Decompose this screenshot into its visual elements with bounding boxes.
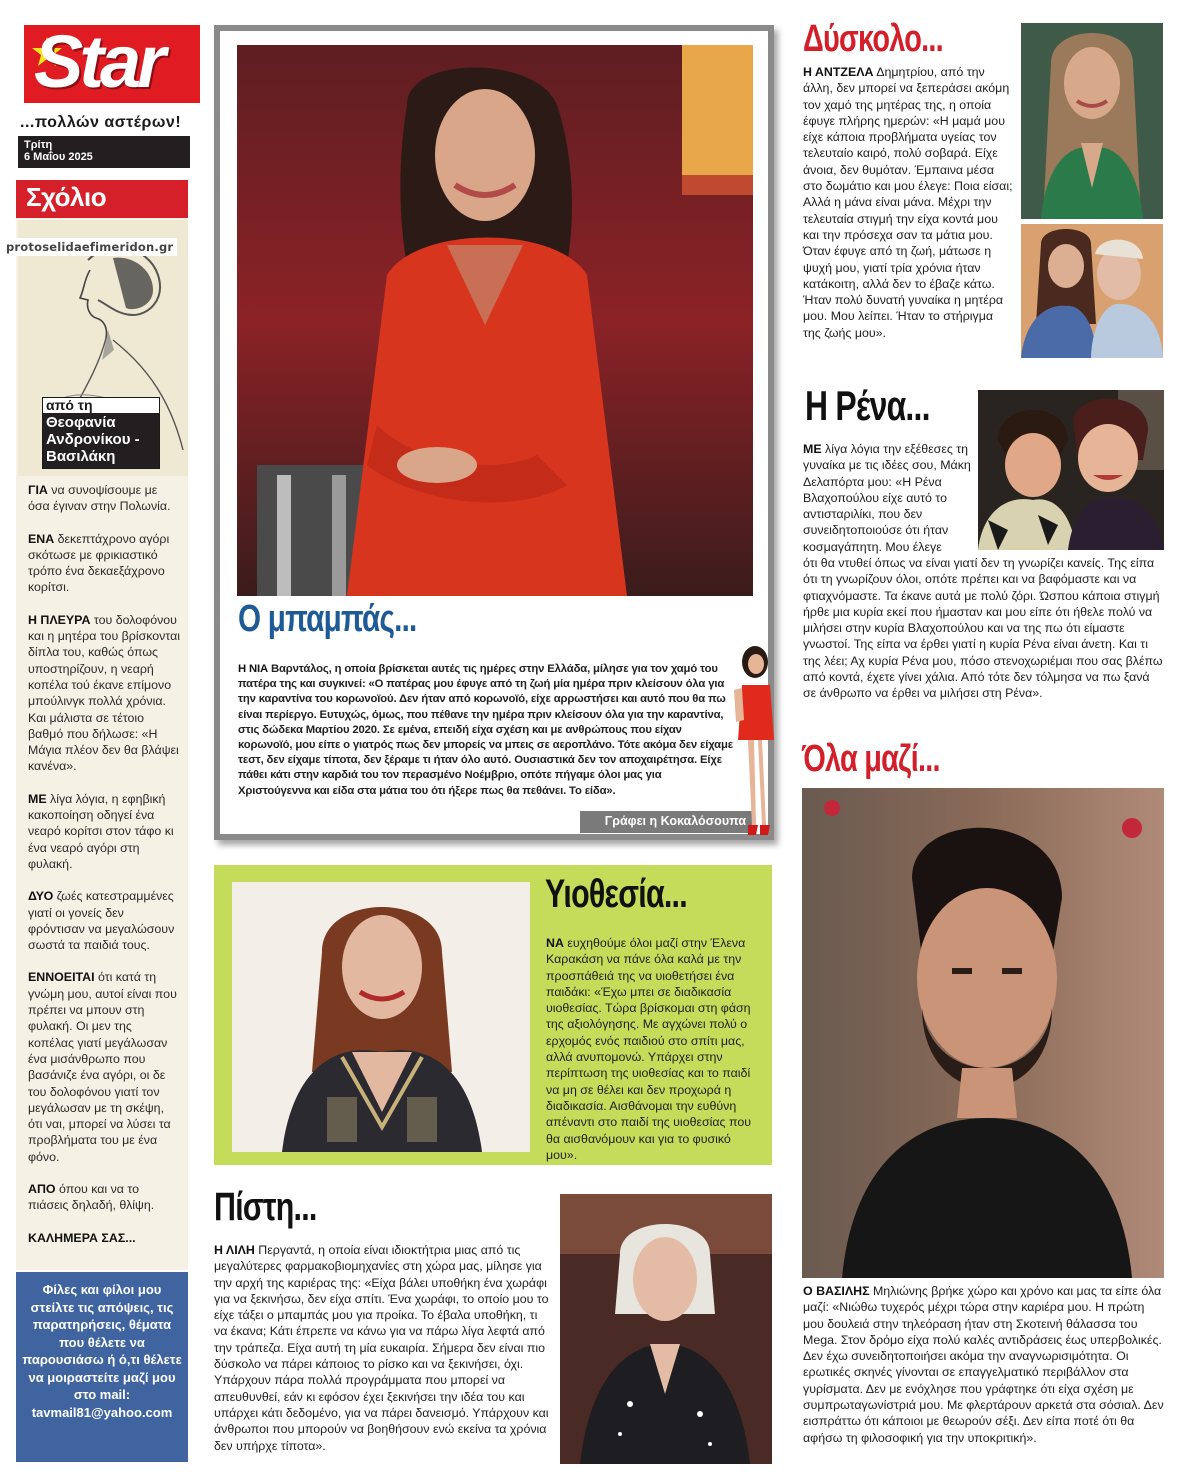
difficult-body	[803, 64, 1013, 341]
rena-body-intro	[803, 441, 973, 555]
issue-date-value: 6 Μαΐου 2025	[24, 151, 93, 163]
mailbox-email-link[interactable]: tavmail81@yahoo.com	[31, 1404, 173, 1420]
comment-paragraph	[28, 531, 180, 596]
together-lead: Ο ΒΑΣΙΛΗΣ	[803, 1284, 870, 1298]
watermark: protoselidaefimeridon.gr	[2, 238, 177, 256]
paragraph-lead: ΕΝΑ	[28, 531, 55, 546]
paragraph-text: όπου και να το πιάσεις δηλαδή, θλίψη.	[28, 1181, 155, 1213]
logo-text: Star	[34, 25, 162, 103]
rena-body-continued: ότι θα ντυθεί όπως να είναι γιατί δεν τη γνωρίζει κανείς. Της είπα ότι τη γνωρίζουν όλοι, οπότε πρέπει και να βαφόμαστε και να φτιαχνόμαστε. Τα έκανε αυτά με πολύ ζόρι. Ώσπου κάποια στιγμή ήρθε μια κυρία εκεί που ήμασταν και μου είπε ότι ήθελε πολύ να μιλήσει στην κυρία Βλαχοπούλου και να της πω ότι είμαστε γνωστοί. Της είπα να έρθει γιατί η κυρία Ρένα είναι άνετη. Και τι της λέει; Αχ κυρία Ρένα μου, πόσο στενοχωριέμαι που σας βλέπω από κοντά, έχετε γίνει χάλια. Από τότε δεν τόλμησα να πω ξανά σε άνθρωπο να έρθει να μιλήσει στη Ρένα».	[803, 556, 1163, 701]
feature-body	[238, 662, 734, 799]
difficult-text: Δημητρίου, από την άλλη, δεν μπορεί να ξεπεράσει ακόμη τον χαμό της μητέρας της, η οποία έφυγε πλήρης ημερών: «Η μαμά μου είχε κάποια προβλήματα υγείας τον τελευταίο καιρό, πολύ σοβαρά. Είχε άνοια, δεν θυμόταν. Έμπαινα μέσα στο δωμάτιο και μου έλεγε: Ποια είσαι; Αλλά η μάνα είναι μάνα. Μέχρι την τελευταία στιγμή την είχα κοντά μου και την πρόσεχα σαν τα μάτια μου. Όταν έφυγε από τη ζωή, μάτωσε η ψυχή μου, γιατί τρία χρόνια ήταν κατάκοιτη, αλλά δεν το έβαζε κάτω. Ήταν πολύ δυνατή γυναίκα η μητέρα μου. Μου λείπει. Ήταν το στήριγμα της ζωής μου».	[803, 65, 1013, 340]
faith-headline: Πίστη...	[214, 1185, 317, 1229]
angela-with-mother-photo	[1021, 224, 1163, 358]
adoption-body	[546, 935, 764, 1163]
reader-mail-box	[16, 1272, 188, 1462]
faith-text: Περγαντά, η οποία είναι ιδιοκτήτρια μιας από τις μεγαλύτερες φαρμακοβιομηχανίες στη χώρα μας, μίλησε για την αρχή της καριέρας της: «Είχα βάλει υποθήκη ένα χωράφι για να ξεκινήσω, δεν είχα σπίτι. Ένα χωράφι, το οποίο μου το είχε τάξει ο μπαμπάς μου για προίκα. Το έβαλα υποθήκη, τι να έκανα; Κάτι έπρεπε να κάνω για να πάρω λίγα λεφτά από την τράπεζα. Είχα αυτή τη μία ευκαιρία. Σήμερα δεν είναι πιο δύσκολο να πάρει κάποιος το ρίσκο και να ξεκινήσει, όχι. Υπάρχουν πάρα πολλά προγράμματα που μπορεί να απευθυνθεί, εάν κι εφόσον έχει ξεκινήσει την ιδέα του και υπάρχει κάτι δεδομένο, για να πάρει δανεισμό. Υπάρχουν και άνθρωποι που μπορούν να βοηθήσουν ενώ εκείνα τα χρόνια δεν υπήρχε τίποτα».	[214, 1243, 549, 1453]
paragraph-lead: ΚΑΛΗΜΕΡΑ ΣΑΣ...	[28, 1230, 136, 1245]
comment-paragraph	[28, 482, 180, 515]
adoption-headline: Υιοθεσία...	[545, 872, 687, 916]
difficult-headline: Δύσκολο...	[803, 18, 943, 60]
paragraph-text: δεκεπτάχρονο αγόρι σκότωσε με φρικιαστικό τρόπο ένα δεκαεξάχρονο κορίτσι.	[28, 531, 170, 595]
faith-body	[214, 1242, 550, 1454]
issue-day: Τρίτη	[24, 139, 53, 151]
makis-delaportas-rena-photo	[978, 390, 1164, 550]
paragraph-lead: Η ΠΛΕΥΡΑ	[28, 612, 91, 627]
rena-headline: Η Ρένα...	[805, 382, 930, 429]
columnist-credit: Γράφει η Κοκαλόσουπα	[580, 811, 752, 833]
feature-text: Βαρντάλος, η οποία βρίσκεται αυτές τις ημέρες στην Ελλάδα, μίλησε για τον χαμό του πατέρα της και συγκινεί: «Ο πατέρας μου έφυγε από τη ζωή μία ημέρα πριν κλείσουν όλα για την καραντίνα του κορωνοϊού. Δεν ήταν από κορωνοϊό, είχε αρρωστήσει και αυτό που θα πω είναι περίεργο. Ευτυχώς, όμως, που πέθανε την ημέρα πριν κλείσουν όλα για την καραντίνα, στις δώδεκα Μαρτίου 2020. Σε εμένα, επειδή είχα σχέση και με ανθρώπους που είχαν κορωνοϊό, μου είπε ο γιατρός πως δεν μπορείς να μπεις σε αεροπλάνο. Τότε ακόμα δεν είχαμε τεστ, δεν είχαμε τίποτα, δεν ξέραμε τι ήταν όλο αυτό. Ουσιαστικά δεν τον αποχαιρέτησα. Είχε πάθει κάτι στην καρδιά του τον περασμένο Νοέμβριο, οπότε πήγαμε όλοι μας για Χριστούγεννα και είδα στα μάτια του ότι ήξερε πως θα πεθάνει. Το είδα».	[238, 663, 733, 797]
paragraph-text: ότι κατά τη γνώμη μου, αυτοί είναι που πρέπει να μπουν στη φυλακή. Οι μεν της κοπέλας γιατί μεγάλωσαν ένα μισάνθρωπο που βασάνιζε ένα αγόρι, οι δε του δολοφόνου γιατί τον μεγάλωσαν με τη σκέψη, ότι ναι, μπορεί να λύσει τα προβλήματα του με ένα φόνο.	[28, 970, 177, 1164]
star-logo	[24, 25, 200, 103]
paragraph-lead: ΜΕ	[28, 791, 47, 806]
comment-body	[28, 482, 180, 1262]
columnist-cartoon-icon	[730, 640, 780, 840]
paragraph-lead: ΔΥΟ	[28, 889, 54, 904]
comment-paragraph	[28, 888, 180, 953]
paragraph-lead: ΑΠΟ	[28, 1181, 56, 1196]
comment-signoff	[28, 1230, 180, 1246]
faith-lead: Η ΛΙΛΗ	[214, 1243, 255, 1257]
paragraph-lead: ΓΙΑ	[28, 483, 48, 497]
paragraph-text: ζωές κατεστραμμένες γιατί οι γονείς δεν φρόντισαν να μεγαλώσουν σωστά τα παιδιά τους.	[28, 889, 175, 953]
adoption-text: ευχηθούμε όλοι μαζί στην Έλενα Καρακάση να πάνε όλα καλά με την προσπάθειά της να υιοθετήσει ένα παιδάκι: «Έχω μπει σε διαδικασία υιοθεσίας. Τώρα βρίσκομαι στη φάση της αξιολόγησης. Με αγχώνει πολύ ο ερχομός ενός παιδιού στο σπίτι μας, αλλά ανυπομονώ. Υπάρχει στην περίπτωση της υιοθεσίας και το παιδί να μη σε θέλει και δεν προχωρά η διαδικασία. Αισθάνομαι την ευθύνη απέναντι στο παιδί της υιοθεσίας που θα αισθανόμουν και για το φυσικό μου».	[546, 936, 752, 1162]
feature-lead: Η ΝΙΑ	[238, 663, 269, 675]
paragraph-text: του δολοφόνου και η μητέρα του βρίσκονται δίπλα του, καθώς όπως υποστηρίζουν, η νεαρή κοπέλα τού έκανε επίμονο μπούλινγκ πολλά χρόνια. Και μάλιστα σε τέτοιο βαθμό που δήλωσε: «Η Μάγια πλέον δεν θα βλάψει κανένα».	[28, 612, 181, 774]
together-text: Μηλιώνης βρήκε χώρο και χρόνο και μας τα είπε όλα μαζί: «Νιώθω τυχερός μέχρι τώρα στην καριέρα μου. Η πρώτη μου δουλειά στην τηλεόραση ήταν στη Σκοτεινή θάλασσα του Mega. Στον δρόμο είχα πολύ καλές αντιδράσεις έως υπερβολικές. Δεν έχω συνειδητοποιήσει ακόμα την αναγνωρισιμότητα. Οι ερωτικές σκηνές γίνονται σε επαγγελματικό περιβάλλον στα γυρίσματα. Δεν με ενόχλησε που γράφτηκε ότι είχα σχέση με συμπρωταγωνίστριά μου. Με φλερτάρουν αρκετά στα σόσιαλ. Δεν εισπράττω ότι κάποιοι με θεωρούν σέξι. Δεν είπα ποτέ ότι θα αφήσω τη φιλοσοφική για την υποκριτική».	[803, 1284, 1164, 1445]
nia-vardalos-photo	[237, 45, 753, 596]
paragraph-text: να συνοψίσουμε με όσα έγιναν στην Πολωνία.	[28, 483, 171, 514]
paragraph-lead: ΕΝΝΟΕΙΤΑΙ	[28, 970, 95, 985]
issue-date	[18, 136, 190, 168]
rena-lead: ΜΕ	[803, 442, 822, 456]
comment-paragraph	[28, 612, 180, 775]
comment-section-label: Σχόλιο	[16, 180, 188, 218]
comment-byline	[42, 397, 160, 469]
together-body	[803, 1283, 1165, 1446]
comment-paragraph	[28, 1181, 180, 1214]
byline-author: Θεοφανία Ανδρονίκου - Βασιλάκη	[43, 413, 159, 468]
comment-paragraph	[28, 791, 180, 872]
adoption-lead: ΝΑ	[546, 936, 564, 950]
feature-headline: Ο μπαμπάς...	[238, 598, 417, 640]
paragraph-text: λίγα λόγια, η εφηβική κακοποίηση οδηγεί ένα νεαρό κορίτσι στον τάφο κι ένα νεαρό αγόρι στη φυλακή.	[28, 791, 174, 871]
difficult-lead: Η ΑΝΤΖΕΛΑ	[803, 65, 874, 79]
tagline: ...πολλών αστέρων!	[20, 114, 182, 131]
byline-prefix: από τη	[46, 397, 93, 413]
mailbox-text: Φίλες και φίλοι μου στείλτε τις απόψεις, τις παρατηρήσεις, θέματα που θέλετε να παρουσιάσω ή ό,τι θέλετε να μοιραστείτε μαζί μου στο mail:	[22, 1282, 182, 1402]
elena-karakasi-photo	[232, 882, 530, 1152]
vasilis-milionis-photo	[802, 788, 1164, 1278]
rena-text-wrap: λίγα λόγια την εξέθεσες τη γυναίκα με τις ιδέες σου, Μάκη Δελαπόρτα μου: «Η Ρένα Βλαχοπούλου είχε αυτό το αντισταριλίκι, που δεν συνειδητοποιούσε ότι ήταν κοσμαγάπητη. Μου έλεγε	[803, 442, 971, 554]
lili-perganta-photo	[560, 1194, 772, 1464]
comment-paragraph	[28, 969, 180, 1165]
together-headline: Όλα μαζί...	[802, 738, 940, 780]
angela-dimitriou-photo	[1021, 23, 1163, 219]
